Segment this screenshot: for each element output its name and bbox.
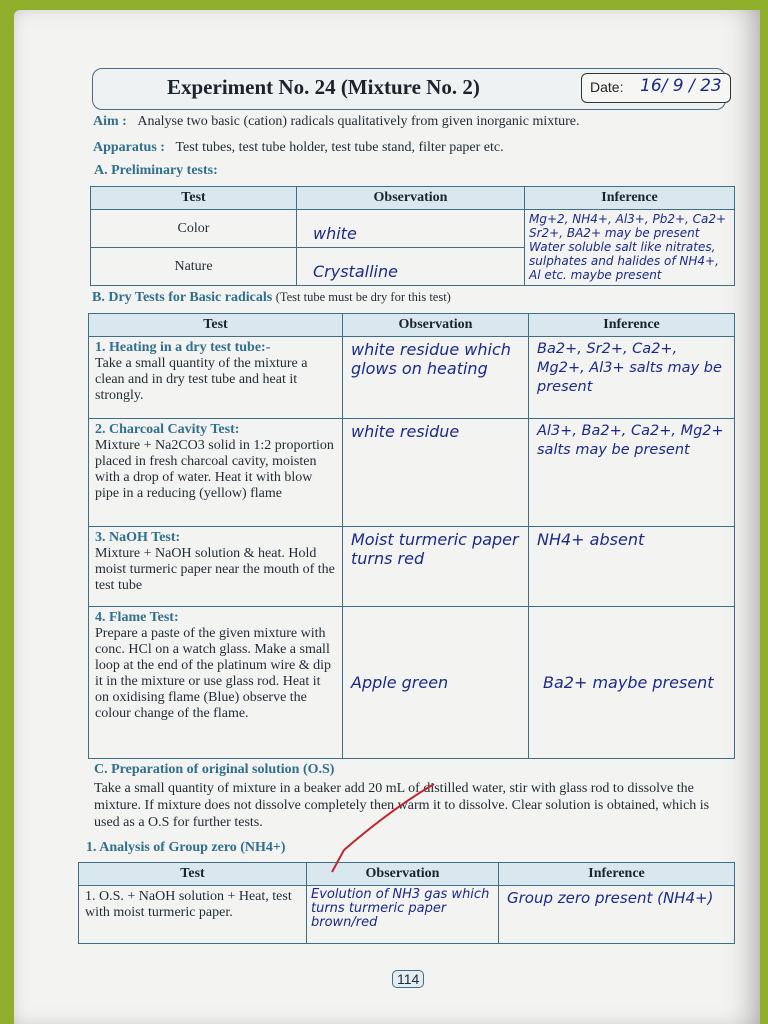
aim-line	[93, 114, 580, 130]
observation-color-text: white	[313, 224, 357, 243]
apparatus-text: Test tubes, test tube holder, test tube stand, filter paper etc.	[175, 140, 504, 155]
inference-heating	[529, 337, 735, 419]
observation-nature	[297, 248, 525, 286]
col-header-observation: Observation	[343, 314, 529, 337]
inference-charcoal	[529, 419, 735, 527]
test-naoh-title: 3. NaOH Test:	[95, 530, 181, 545]
date-value: 16/ 9 / 23	[640, 76, 722, 96]
section-a-title: A. Preliminary tests:	[94, 163, 218, 178]
aim-text: Analyse two basic (cation) radicals qualitatively from given inorganic mixture.	[137, 114, 580, 129]
test-flame-desc: Prepare a paste of the given mixture with conc. HCl on a watch glass. Make a small loop at the end of the platinum wire & dip it in the mixture or use glass rod. Heat it on oxidising flame (Blue) observe the colour change of the flame.	[95, 626, 332, 721]
col-header-inference: Inference	[529, 314, 735, 337]
observation-naoh-text: Moist turmeric paper turns red	[351, 530, 519, 568]
observation-flame-text: Apple green	[351, 673, 449, 692]
red-check-mark	[330, 780, 440, 880]
test-heating	[89, 337, 343, 419]
section-c-text: Take a small quantity of mixture in a beaker add 20 mL of distilled water, stir with glass rod to dissolve the mixture. If mixture does not dissolve completely then warm it to dissolve. Clear solution is obtained, which is used as a O.S for further tests.	[94, 781, 710, 830]
col-header-observation: Observation	[297, 187, 525, 210]
observation-heating	[343, 337, 529, 419]
col-header-test: Test	[89, 314, 343, 337]
inference-naoh	[529, 527, 735, 607]
test-charcoal-desc: Mixture + Na2CO3 solid in 1:2 proportion placed in fresh charcoal cavity, moisten with a drop of water. Heat it with blow pipe in a reducing (yellow) flame	[95, 438, 334, 501]
table-row	[89, 527, 735, 607]
section-1-title: 1. Analysis of Group zero (NH4+)	[86, 840, 286, 855]
inference-flame	[529, 607, 735, 759]
test-naoh-desc: Mixture + NaOH solution & heat. Hold moist turmeric paper near the mouth of the test tube	[95, 546, 335, 593]
observation-charcoal	[343, 419, 529, 527]
table-row	[89, 419, 735, 527]
inference-group-zero-text: Group zero present (NH4+)	[507, 889, 714, 907]
test-charcoal	[89, 419, 343, 527]
test-color: Color	[91, 210, 297, 248]
observation-naoh	[343, 527, 529, 607]
test-heating-desc: Take a small quantity of the mixture a clean and in dry test tube and heat it strongly.	[95, 356, 308, 403]
inference-preliminary-text: Mg+2, NH4+, Al3+, Pb2+, Ca2+ Sr2+, BA2+ may be present Water soluble salt like nitrates, sulphates and halides of NH4+, Al etc. maybe present	[529, 212, 727, 282]
test-charcoal-title: 2. Charcoal Cavity Test:	[95, 422, 240, 437]
date-label: Date:	[590, 79, 624, 95]
inference-heating-text: Ba2+, Sr2+, Ca2+, Mg2+, Al3+ salts may be present	[537, 341, 722, 395]
experiment-title-box	[92, 68, 726, 110]
test-naoh	[89, 527, 343, 607]
test-flame	[89, 607, 343, 759]
test-nature: Nature	[91, 248, 297, 286]
date-box	[581, 73, 731, 103]
section-b-title	[92, 290, 451, 306]
inference-flame-text: Ba2+ maybe present	[543, 673, 714, 692]
observation-group-zero-text: Evolution of NH3 gas which turns turmeric paper brown/red	[311, 887, 490, 930]
inference-group-zero	[499, 886, 735, 944]
observation-group-zero	[307, 886, 499, 944]
apparatus-line	[93, 140, 504, 156]
page-number: 114	[392, 970, 424, 988]
experiment-title: Experiment No. 24 (Mixture No. 2)	[167, 75, 480, 99]
dry-tests-table	[88, 313, 735, 759]
observation-flame	[343, 607, 529, 759]
inference-naoh-text: NH4+ absent	[537, 530, 645, 549]
test-flame-title: 4. Flame Test:	[95, 610, 179, 625]
observation-nature-text: Crystalline	[313, 262, 398, 281]
observation-color	[297, 210, 525, 248]
apparatus-label: Apparatus :	[93, 140, 165, 155]
preliminary-tests-table	[90, 186, 735, 286]
observation-heating-text: white residue which glows on heating	[351, 340, 511, 378]
table-row	[79, 886, 735, 944]
table-row	[89, 337, 735, 419]
inference-preliminary	[525, 210, 735, 286]
col-header-inference: Inference	[525, 187, 735, 210]
section-b-note: (Test tube must be dry for this test)	[275, 290, 451, 304]
col-header-inference: Inference	[499, 863, 735, 886]
observation-charcoal-text: white residue	[351, 422, 460, 441]
test-group-zero	[79, 886, 307, 944]
col-header-test: Test	[91, 187, 297, 210]
table-row	[91, 210, 735, 248]
col-header-test: Test	[79, 863, 307, 886]
aim-label: Aim :	[93, 114, 127, 129]
section-c-title: C. Preparation of original solution (O.S)	[94, 762, 335, 777]
test-group-zero-text: 1. O.S. + NaOH solution + Heat, test with moist turmeric paper.	[85, 889, 292, 920]
col-header-observation: Observation	[307, 863, 499, 886]
inference-charcoal-text: Al3+, Ba2+, Ca2+, Mg2+ salts may be present	[537, 423, 724, 458]
section-b-heading: B. Dry Tests for Basic radicals	[92, 290, 273, 305]
table-row	[89, 607, 735, 759]
test-heating-title: 1. Heating in a dry test tube:-	[95, 340, 271, 355]
